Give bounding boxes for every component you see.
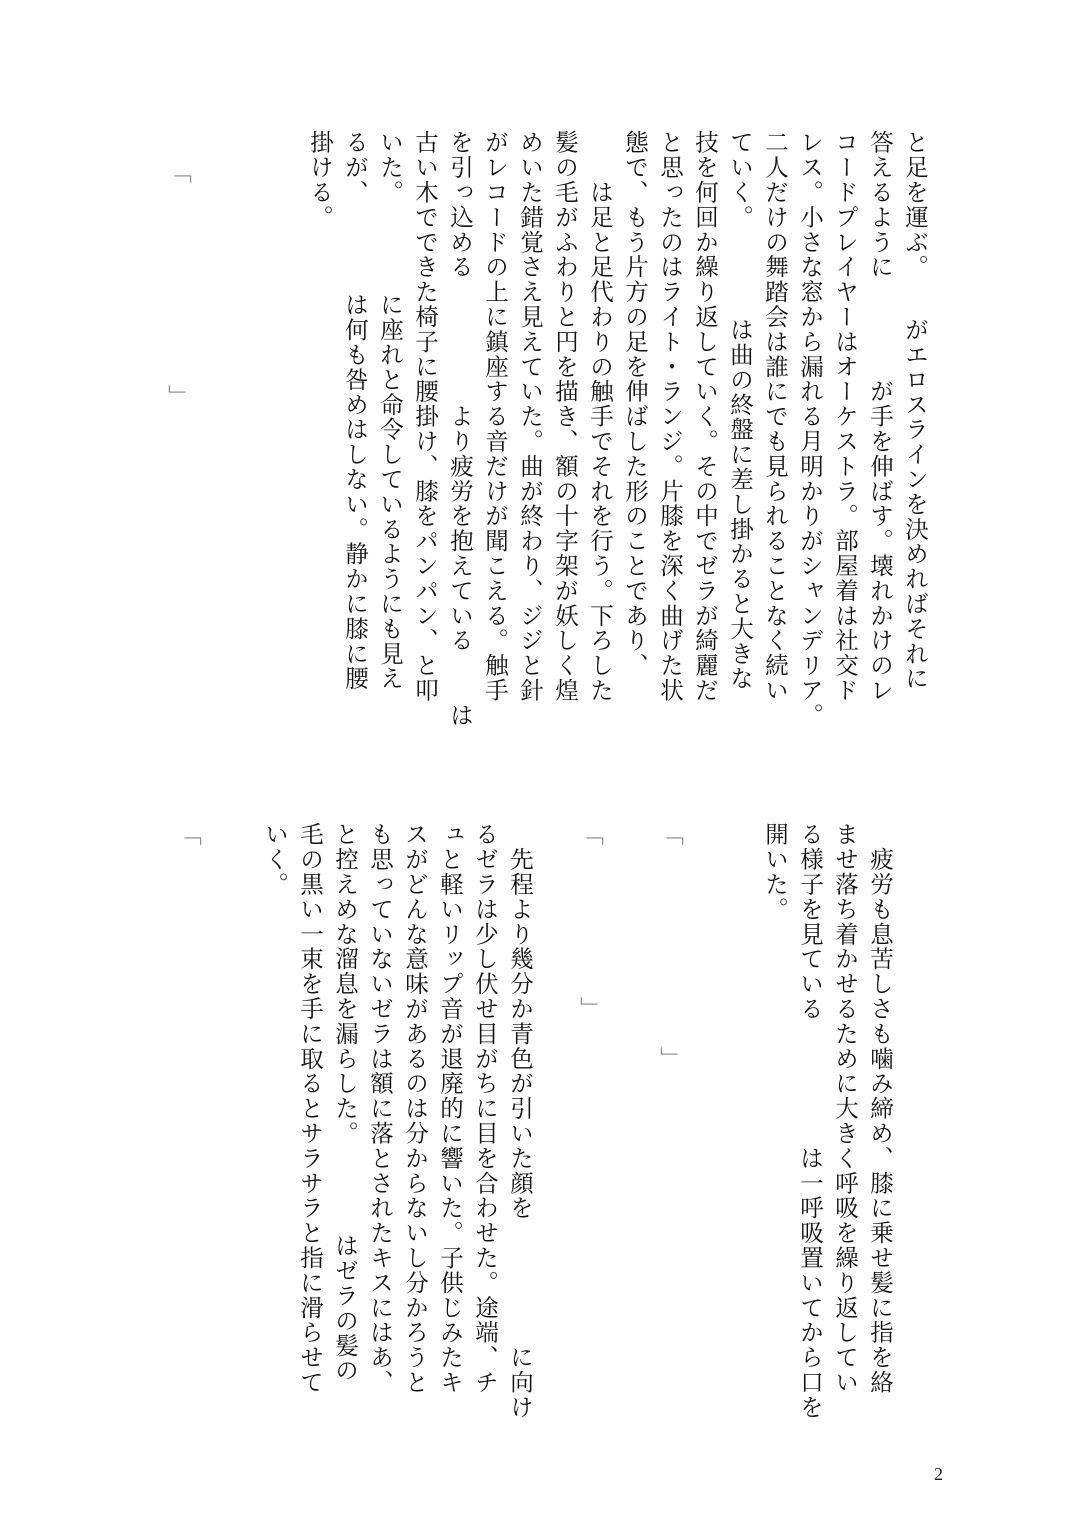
upper-line-4: レス。小さな窓から漏れる月明かりがシャンデリア。 bbox=[796, 130, 824, 728]
lower-dialogue-2: 「 」 bbox=[576, 822, 604, 1022]
lower-line-17: いく。 bbox=[261, 822, 289, 897]
page-number: 2 bbox=[934, 1464, 943, 1484]
lower-dialogue-3: 「 bbox=[174, 822, 202, 847]
upper-line-2: 答えるように が手を伸ばす。壊れかけのレ bbox=[866, 130, 894, 703]
lower-line-11: るゼラは少し伏せ目がちに目を合わせた。途端、チ bbox=[471, 822, 499, 1395]
lower-dialogue-1: 「 」 bbox=[656, 822, 684, 1071]
lower-line-13: スがどんな意味があるのは分からないし分かろうと bbox=[401, 822, 429, 1395]
upper-line-1: と足を運ぶ。 がエロスラインを決めればそれに bbox=[901, 130, 929, 691]
upper-line-15: 古い木でできた椅子に腰掛け、膝をパンパン、と叩 bbox=[411, 130, 439, 703]
upper-line-6: ていく。 は曲の終盤に差し掛かると大きな bbox=[726, 130, 754, 691]
upper-line-14: を引っ込める より疲労を抱えている は bbox=[446, 130, 474, 728]
lower-line-16: 毛の黒い一束を手に取るとサラサラと指に滑らせて bbox=[296, 822, 324, 1395]
upper-line-11: 髪の毛がふわりと円を描き、額の十字架が妖しく煌 bbox=[551, 130, 579, 703]
lower-line-12: ュと軽いリップ音が退廃的に響いた。子供じみたキ bbox=[436, 822, 464, 1395]
upper-line-12: めいた錯覚さえ見えていた。曲が終わり、ジジと針 bbox=[516, 130, 544, 703]
upper-line-17: るが、 は何も咎めはしない。静かに膝に腰 bbox=[341, 130, 369, 691]
upper-line-9: 態で、もう片方の足を伸ばした形のことであり、 bbox=[621, 130, 649, 678]
lower-line-2: ませ落ち着かせるために大きく呼吸を繰り返してい bbox=[831, 822, 859, 1395]
lower-line-4: 開いた。 bbox=[761, 822, 789, 922]
lower-line-14: も思っていないゼラは額に落とされたキスにはあ、 bbox=[366, 822, 394, 1395]
upper-line-7: 技を何回か繰り返していく。その中でゼラが綺麗だ bbox=[691, 130, 719, 703]
upper-line-10: は足と足代わりの触手でそれを行う。下ろした bbox=[586, 130, 614, 703]
upper-line-3: コードプレイヤーはオーケストラ。部屋着は社交ド bbox=[831, 130, 859, 703]
upper-dialogue-bracket: 「 」 bbox=[164, 160, 192, 409]
upper-line-13: がレコードの上に鎮座する音だけが聞こえる。触手 bbox=[481, 130, 509, 703]
upper-line-8: と思ったのはライト・ランジ。片膝を深く曲げた状 bbox=[656, 130, 684, 703]
upper-line-18: 掛ける。 bbox=[306, 130, 334, 230]
lower-line-1: 疲労も息苦しさも噛み締め、膝に乗せ髪に指を絡 bbox=[866, 822, 894, 1395]
lower-line-10: 先程より幾分か青色が引いた顔を に向け bbox=[506, 822, 534, 1420]
upper-line-16: いた。 に座れと命令しているようにも見え bbox=[376, 130, 404, 691]
lower-line-15: と控えめな溜息を漏らした。 はゼラの髪の bbox=[331, 822, 359, 1383]
upper-line-5: 二人だけの舞踏会は誰にでも見られることなく続い bbox=[761, 130, 789, 703]
lower-line-3: る様子を見ている は一呼吸置いてから口を bbox=[796, 822, 824, 1420]
